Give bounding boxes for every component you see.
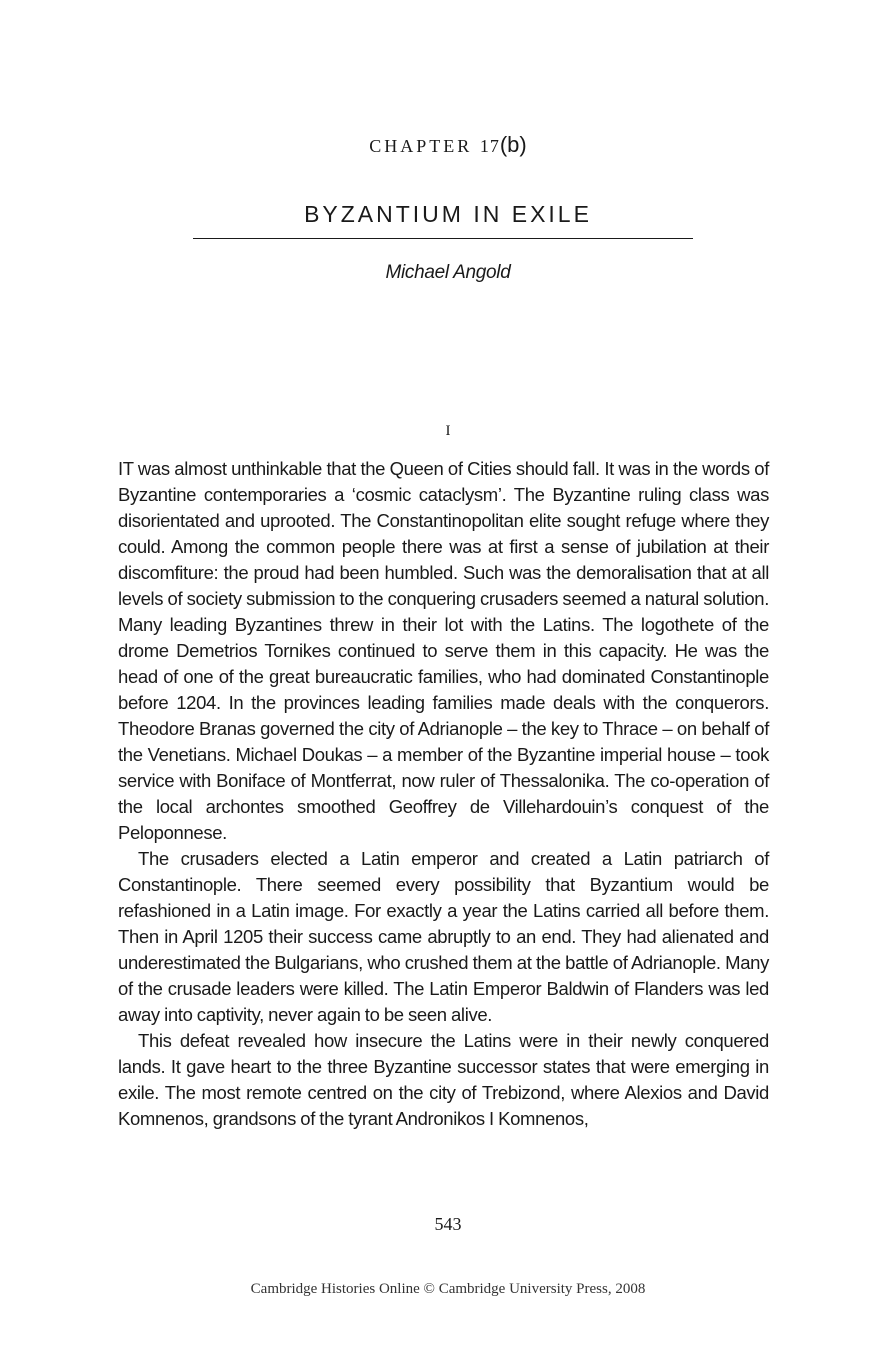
chapter-number: 17: [479, 136, 500, 156]
section-number: I: [445, 423, 451, 439]
chapter-heading: [0, 132, 896, 158]
paragraph-3: This defeat revealed how insecure the Latins were in their newly conquered lands. It gave heart to the three Byzantine successor states that were emerging in exile. The most remote centred on the city of Trebizond, where Alexios and David Komnenos, grandsons of the tyrant Andronikos I Komnenos,: [118, 1030, 769, 1129]
paragraph-1: IT was almost unthinkable that the Queen of Cities should fall. It was in the words of Byzantine contemporaries a ‘cosmic cataclysm’. The Byzantine ruling class was disorientated and uprooted. The Constantinopolitan elite sought refuge where they could. Among the common people there was at first a sense of jubilation at their discomfiture: the proud had been humbled. Such was the demoralisation that at all levels of society submission to the conquering crusaders seemed a natural solution. Many leading Byzantines threw in their lot with the Latins. The logothete of the drome Demetrios Tornikes continued to serve them in this capacity. He was the head of one of the great bureaucratic families, who had dominated Constantinople before 1204. In the provinces leading families made deals with the conquerors. Theodore Branas governed the city of Adrianople – the key to Thrace – on behalf of the Venetians. Michael Doukas – a member of the Byzantine imperial house – took service with Boniface of Montferrat, now ruler of Thessalonika. The co-operation of the local archontes smoothed Geoffrey de Villehardouin’s conquest of the Peloponnese.: [118, 458, 769, 843]
author-name: Michael Angold: [385, 262, 511, 283]
page-number: 543: [434, 1214, 462, 1234]
chapter-label: CHAPTER: [369, 136, 473, 156]
paragraph-2: The crusaders elected a Latin emperor and created a Latin patriarch of Constantinople. There seemed every possibility that Byzantium would be refashioned in a Latin image. For exactly a year the Latins carried all before them. Then in April 1205 their success came abruptly to an end. They had alienated and underestimated the Bulgarians, who crushed them at the battle of Adrianople. Many of the crusade leaders were killed. The Latin Emperor Baldwin of Flanders was led away into captivity, never again to be seen alive.: [118, 848, 769, 1025]
chapter-title: BYZANTIUM IN EXILE: [304, 201, 592, 228]
title-divider: [193, 238, 693, 239]
body-text: [118, 456, 769, 1132]
copyright-footer: Cambridge Histories Online © Cambridge University Press, 2008: [250, 1281, 646, 1297]
chapter-suffix: (b): [499, 132, 527, 157]
